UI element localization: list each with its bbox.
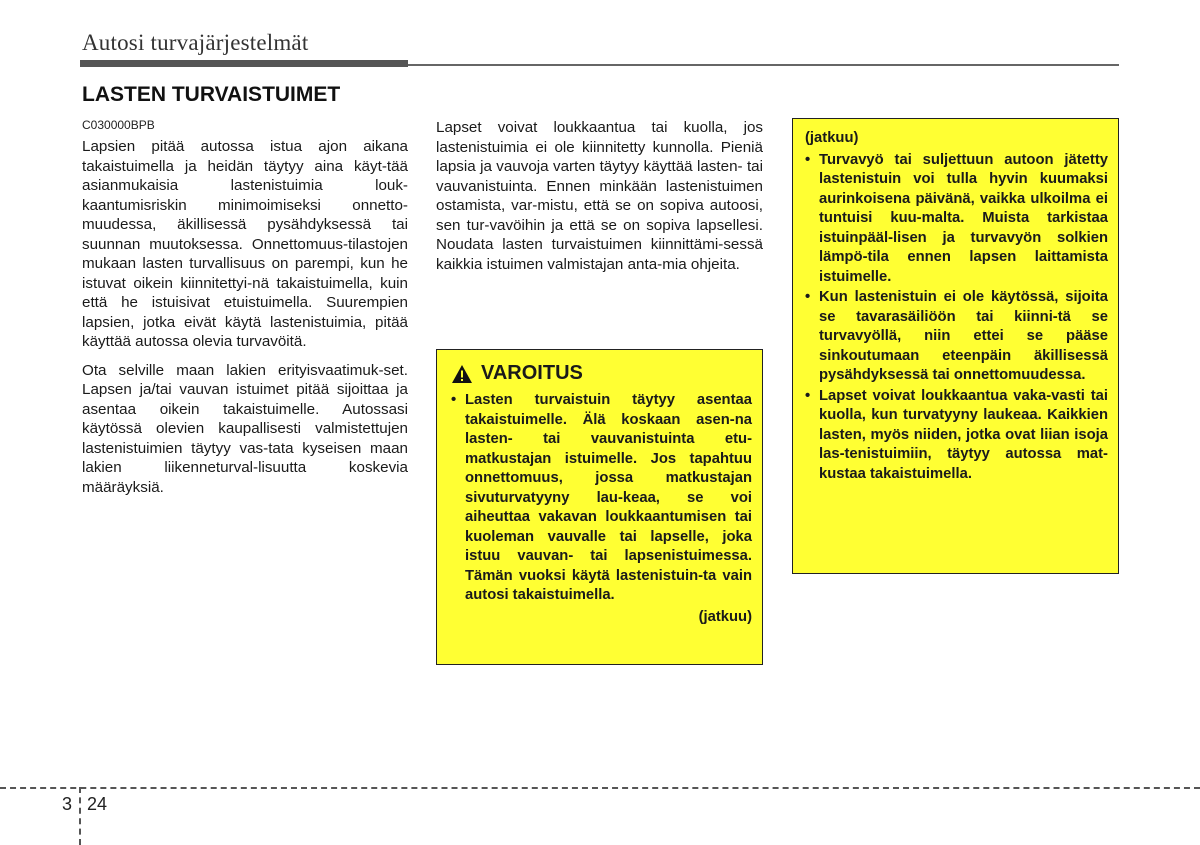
section-heading: LASTEN TURVAISTUIMET bbox=[82, 83, 341, 106]
list-item: • Turvavyö tai suljettuun autoon jätetty lastenistuin voi tulla hyvin kuumaksi aurinkoisena päivänä, vaikka ulkoilma ei tuntuisi kuu-malta. Muista tarkistaa istuinpääl-lisen ja turvavyön solkien lämpö-tila ennen lapsen laittamista istuimelle. bbox=[805, 151, 1108, 288]
paragraph: Ota selville maan lakien erityisvaatimuk-set. Lapsen ja/tai vauvan istuimet pitää sijoittaa ja asentaa oikein takaistuimelle. Autossasi käytössä olevien kaupallisesti valmistettujen lastenistuimien täytyy vas-tata kyseisen maan lakien liikenneturval-lisuutta koskevia määräyksiä. bbox=[82, 361, 408, 496]
continuation-list bbox=[805, 151, 1108, 485]
warning-title bbox=[451, 362, 752, 385]
paragraph: Lapsien pitää autossa istua ajon aikana takaistuimella ja heidän täytyy aina käyt-tää asianmukaisia lastenistuimia louk-kaantumisriskin minimoimiseksi onnetto-muudessa, äkillisessä pysähdyksessä tai suunnan muutoksessa. Onnettomuus-tilastojen mukaan lasten turvallisuus on parempi, kun he istuvat oikein kiinnitettyi-nä takaistuimella, kuin että he istuisivat etuistuimella. Suurempien lapsien, jotka eivät käytä lastenistuimia, pitää käyttää autossa olevia turvavöitä. bbox=[82, 138, 408, 350]
warning-triangle-icon bbox=[451, 364, 473, 384]
footer-rule bbox=[0, 787, 1200, 789]
warning-box bbox=[436, 349, 763, 665]
warning-list bbox=[451, 391, 752, 606]
list-item: • Lasten turvaistuin täytyy asentaa takaistuimelle. Älä koskaan asen-na lasten- tai vauvanistuinta etu-matkustajan istuimelle. Jos tapahtuu onnettomuus, jossa matkustajan sivuturvatyyny lau-keaa, se voi aiheuttaa vakavan loukkaantumisen tai kuoleman vauvalle tai lapselle, joka istuu vauvan- tai lapsenistuimessa. Tämän vuoksi käytä lastenistuin-ta vain autosi takaistuimella. bbox=[451, 391, 752, 606]
text-column-middle bbox=[436, 118, 763, 283]
page-header-title: Autosi turvajärjestelmät bbox=[82, 30, 309, 55]
continued-label: (jatkuu) bbox=[805, 130, 859, 146]
list-item: • Lapset voivat loukkaantua vaka-vasti tai kuolla, kun turvatyyny laukeaa. Kaikkien lasten, myös niiden, jotka ovat liian isoja las-tenistuimiin, täytyy autossa mat-kustaa takaistuimella. bbox=[805, 387, 1108, 485]
warning-title-text: VAROITUS bbox=[481, 362, 583, 384]
list-item: • Kun lastenistuin ei ole käytössä, sijoita se tavarasäiliöön tai kiinni-tä se turvavyöllä, niin ettei se pääse sinkoutumaan eteenpäin äkillisessä pysähdyksessä tai onnettomuudessa. bbox=[805, 288, 1108, 386]
continued-label: (jatkuu) bbox=[698, 608, 752, 625]
page-number: 24 bbox=[87, 794, 108, 814]
header-rule-thin bbox=[408, 64, 1119, 66]
footer-divider bbox=[79, 787, 81, 845]
header-rule-thick bbox=[80, 60, 408, 67]
warning-continuation-box bbox=[792, 118, 1119, 574]
section-code: C030000BPB bbox=[82, 118, 155, 132]
text-column-left bbox=[82, 137, 408, 506]
paragraph: Lapset voivat loukkaantua tai kuolla, jos lastenistuimia ei ole kiinnitetty kunnolla. Pieniä lapsia ja vauvoja varten täytyy käyttää lasten- tai vauvanistuinta. Ennen minkään lastenistuimen ostamista, var-mistu, että se on sopiva autoosi, sen tur-vavöihin ja että se on sopiva lapsellesi. Noudata lasten turvaistuimen kiinnittämi-sessä kaikkia istuimen valmistajan anta-mia ohjeita. bbox=[436, 119, 763, 273]
chapter-number: 3 bbox=[62, 794, 73, 814]
